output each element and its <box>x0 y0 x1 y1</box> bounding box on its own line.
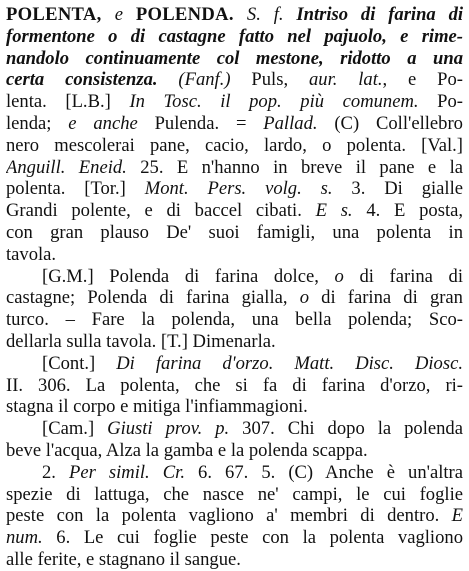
text-run: [G.M.] Polenda di farina dolce, <box>42 265 335 287</box>
entry-line <box>6 222 463 244</box>
text-run: Pallad. <box>263 112 335 134</box>
entry-line <box>6 157 463 179</box>
text-run: II. 306. La polenta, che si fa di farina d'orzo, ri- <box>6 374 463 396</box>
text-run: (C) Coll'ellebro <box>334 112 463 134</box>
text-run: e <box>114 4 136 25</box>
text-run: E s. <box>315 200 367 222</box>
dictionary-entry-polenta <box>6 4 463 571</box>
text-run: Intriso di farina di <box>296 4 463 25</box>
headword: POLENDA. <box>135 4 247 25</box>
text-run: Grandi polente, e di baccel cibati. <box>6 200 316 222</box>
text-run: num. <box>6 527 57 549</box>
entry-line <box>6 549 463 571</box>
entry-line <box>6 69 463 91</box>
entry-line <box>6 440 463 462</box>
text-run: S. f. <box>246 4 297 25</box>
text-run: 6. 67. 5. (C) Anche è un'altra <box>198 461 463 483</box>
entry-line <box>6 266 463 288</box>
entry-line <box>6 135 463 157</box>
text-run: e anche <box>68 112 155 134</box>
text-run: polenta. [Tor.] <box>6 178 145 200</box>
text-run: 307. Chi dopo la polenda <box>242 418 463 440</box>
text-run: 6. Le cui foglie peste con la polenta vagliono <box>56 527 463 549</box>
entry-line <box>6 484 463 506</box>
entry-line <box>6 4 463 26</box>
text-run: stagna il corpo e mitiga l'infiammagioni. <box>6 396 308 418</box>
text-run: alle ferite, e stagnano il sangue. <box>6 548 241 570</box>
entry-line <box>6 331 463 353</box>
text-run: Giusti prov. p. <box>107 418 243 440</box>
entry-line <box>6 178 463 200</box>
text-run: aur. lat. <box>308 69 383 91</box>
text-run: 3. Di gialle <box>351 178 463 200</box>
entry-line <box>6 418 463 440</box>
text-run: certa consistenza. <box>6 69 179 91</box>
text-run: 25. E n'hanno in breve il pane e la <box>140 156 463 178</box>
text-run: beve l'acqua, Alza la gamba e la polenda scappa. <box>6 439 368 461</box>
text-run: turco. – Fare la polenda, una bella polenda; Sco- <box>6 309 463 331</box>
text-run: In Tosc. il pop. più comunem. <box>129 91 438 113</box>
text-run: Per simil. Cr. <box>69 461 199 483</box>
text-run: E <box>451 505 463 527</box>
text-run: , e Po- <box>382 69 463 91</box>
text-run: lenta. [L.B.] <box>6 91 130 113</box>
text-run: di farina di gran <box>321 287 463 309</box>
entry-line <box>6 527 463 549</box>
entry-line <box>6 48 463 70</box>
text-run: castagne; Polenda di farina gialla, <box>6 287 300 309</box>
entry-line <box>6 26 463 48</box>
entry-line <box>6 396 463 418</box>
entry-line <box>6 309 463 331</box>
text-run: o <box>299 287 322 309</box>
text-run: Puls, <box>251 69 309 91</box>
entry-line <box>6 244 463 266</box>
text-run: nero mescolerai pane, cacio, lardo, o polenta. [Val.] <box>6 134 463 156</box>
entry-line <box>6 113 463 135</box>
text-run: o <box>334 265 360 287</box>
headword: POLENTA, <box>6 4 115 25</box>
entry-line <box>6 200 463 222</box>
text-run: Po- <box>437 91 463 113</box>
entry-line <box>6 353 463 375</box>
entry-line <box>6 375 463 397</box>
text-run: Pulenda. = <box>154 112 264 134</box>
text-run: Anguill. Eneid. <box>6 156 141 178</box>
text-run: di farina di <box>359 265 463 287</box>
entry-line <box>6 287 463 309</box>
text-run: [Cont.] <box>42 352 117 374</box>
text-run: spezie di lattuga, che nasce ne' campi, le cui foglie <box>6 483 463 505</box>
text-run: 4. E posta, <box>366 200 463 222</box>
text-run: Di farina d'orzo. Matt. Disc. Diosc. <box>116 352 463 374</box>
text-run: (Fanf.) <box>178 69 252 91</box>
text-run: Mont. Pers. volg. s. <box>144 178 352 200</box>
text-run: tavola. <box>6 243 57 265</box>
text-run: [Cam.] <box>42 418 108 440</box>
text-run: dellarla sulla tavola. [T.] Dimenarla. <box>6 330 276 352</box>
text-run: nandolo continuamente col mestone, ridotto a una <box>6 47 463 69</box>
text-run: peste con la polenta vagliono a' membri di dentro. <box>6 505 452 527</box>
text-run: lenda; <box>6 112 69 134</box>
text-run: con gran plauso De' suoi famigli, una polenta in <box>6 221 463 243</box>
entry-line <box>6 91 463 113</box>
entry-line <box>6 462 463 484</box>
text-run: 2. <box>42 461 69 483</box>
text-run: formentone o di castagne fatto nel pajuolo, e rime- <box>6 25 463 47</box>
entry-line <box>6 505 463 527</box>
